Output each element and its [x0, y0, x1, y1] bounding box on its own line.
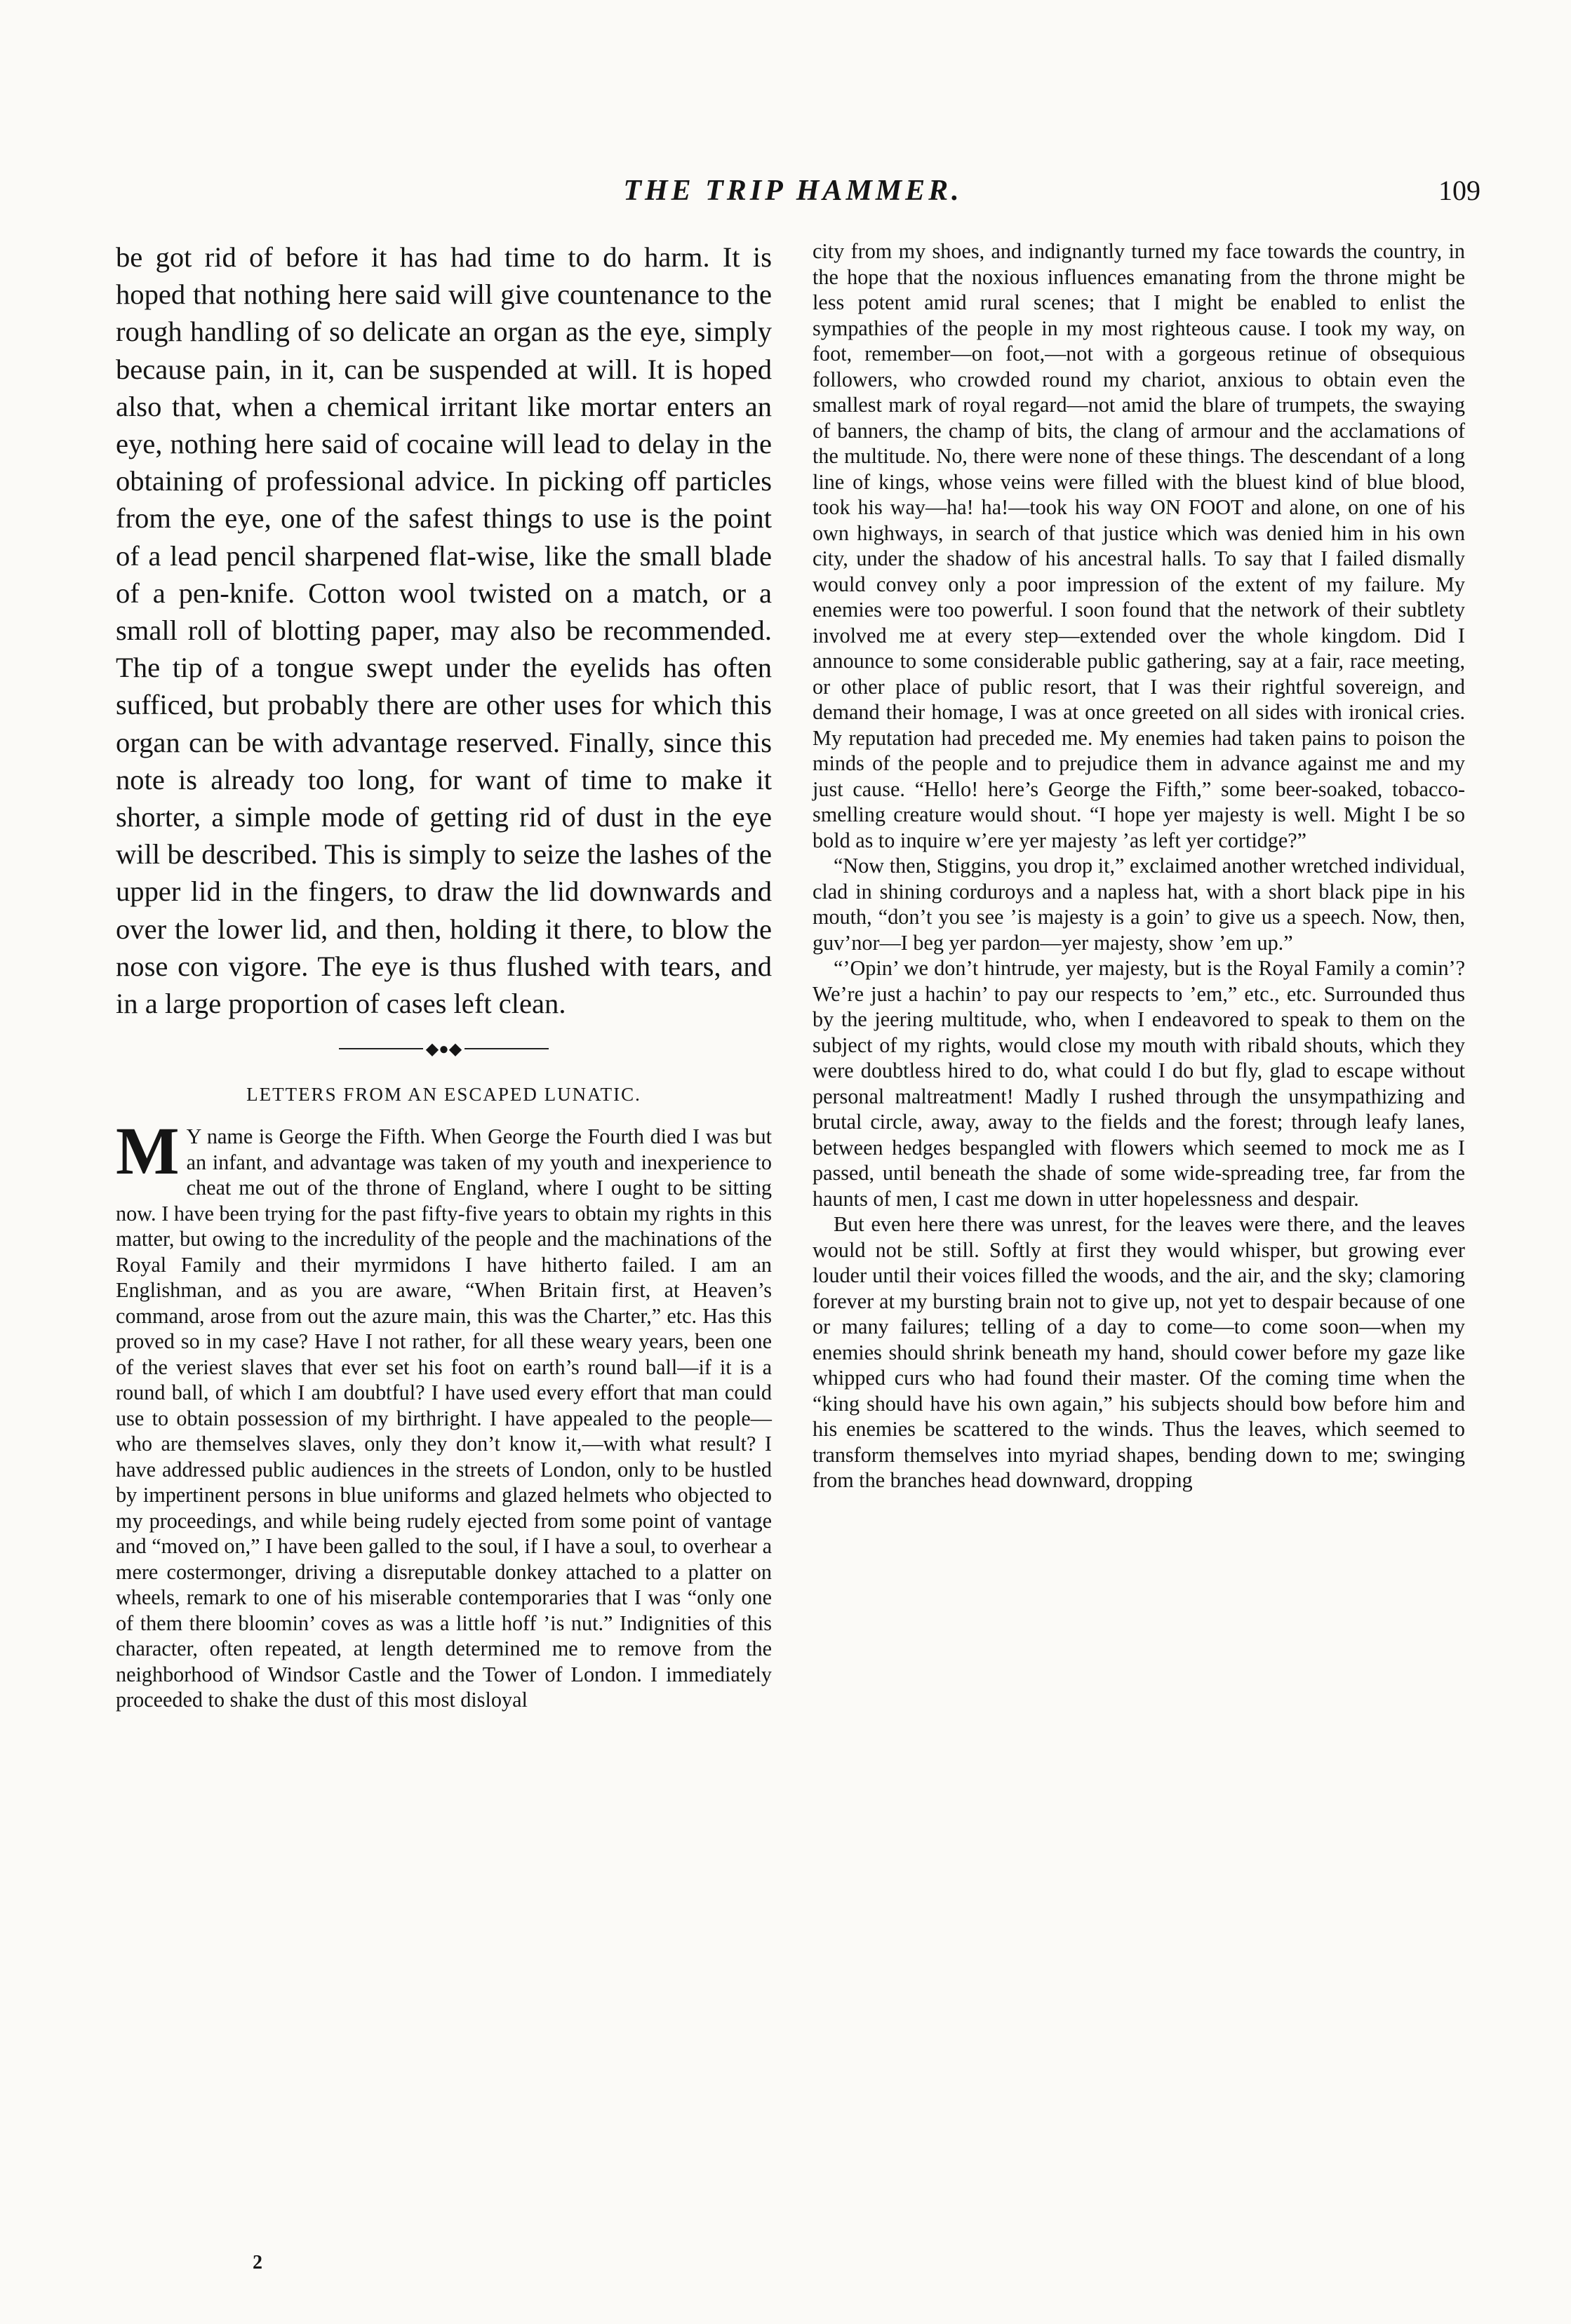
divider-rule-left: [339, 1048, 423, 1049]
left-column: [116, 239, 772, 1713]
drop-cap: M: [116, 1113, 180, 1189]
paragraph: “’Opin’ we don’t hintrude, yer majesty, but is the Royal Family a comin’? We’re just a hachin’ to pay our respects to ’em,” etc., etc. Surrounded thus by the jeering multitude, who, when I endeavored to speak to them on the subject of my rights, would close my mouth with ribald shouts, which they were doubtless hired to do, what could I do but fly, glad to escape without personal maltreatment! Madly I rushed through the unsympathizing and brutal circle, away, away to the fields and the forest; through leafy lanes, between hedges bespangled with flowers which seemed to mock me as I passed, until beneath the shade of some wide-spreading tree, far from the haunts of men, I cast me down in utter hopelessness and despair.: [813, 956, 1465, 1211]
page-number: 109: [1438, 175, 1480, 206]
paragraph: city from my shoes, and indignantly turned my face towards the country, in the hope that the noxious influences emanating from the throne might be less potent amid rural scenes; that I might be enabled to enlist the sympathies of the people in my most righteous cause. I took my way, on foot, remember—on foot,—not with a gorgeous retinue of obsequious followers, who crowded round my chariot, anxious to obtain even the smallest mark of royal regard—not amid the blare of trumpets, the swaying of banners, the champ of bits, the clang of armour and the acclamations of the multitude. No, there were none of these things. The descendant of a long line of kings, whose veins were filled with the bluest kind of blue blood, took his way—ha! ha!—took his way ON FOOT and alone, on one of his own highways, in search of that justice which was denied him in his own city, under the shadow of his ancestral halls. To say that I failed dismally would convey only a poor impression of the extent of my failure. My enemies were too powerful. I soon found that the network of their subtlety involved me at every step—extended over the whole kingdom. Did I announce to some considerable public gathering, say at a fair, race meeting, or other place of public resort, that I was their rightful sovereign, and demand their homage, I was at once greeted on all sides with ironical cries. My reputation had preceded me. My enemies had taken pains to poison the minds of the people and to prejudice them in advance against me and my just cause. “Hello! here’s George the Fifth,” some beer-soaked, tobacco-smelling creature would shout. “I hope yer majesty is well. Might I be so bold as to inquire w’ere yer majesty ’as left yer cortidge?”: [813, 239, 1465, 852]
paragraph: be got rid of before it has had time to do harm. It is hoped that nothing here said will give countenance to the rough handling of so delicate an organ as the eye, simply because pain, in it, can be suspended at will. It is hoped also that, when a chemical irritant like mortar enters an eye, nothing here said of cocaine will lead to delay in the obtaining of professional advice. In picking off particles from the eye, one of the safest things to use is the point of a lead pencil sharpened flat-wise, like the small blade of a pen-knife. Cotton wool twisted on a match, or a small roll of blotting paper, may also be recommended. The tip of a tongue swept under the eyelids has often sufficed, but probably there are other uses for which this organ can be with advantage reserved. Finally, since this note is already too long, for want of time to make it shorter, a simple mode of getting rid of dust in the eye will be described. This is simply to seize the lashes of the upper lid in the fingers, to draw the lid downwards and over the lower lid, and then, holding it there, to blow the nose con vigore. The eye is thus flushed with tears, and in a large proportion of cases left clean.: [116, 241, 772, 1020]
divider-rule-right: [464, 1048, 549, 1049]
right-column: [813, 239, 1465, 1493]
running-title: THE TRIP HAMMER.: [623, 175, 963, 207]
section-heading: LETTERS FROM AN ESCAPED LUNATIC.: [246, 1084, 641, 1106]
page-header: [105, 174, 1480, 216]
letter-body: [116, 1113, 772, 1713]
paragraph: Y name is George the Fifth. When George the Fourth died I was but an infant, and advantage was taken of my youth and inexperience to cheat me out of the throne of England, where I ought to be sitting now. I have been trying for the past fifty-five years to obtain my rights in this matter, but owing to the incredulity of the people and the machinations of the Royal Family and their myrmidons I have hitherto failed. I am an Englishman, and as you are aware, “When Britain first, at Heaven’s command, arose from out the azure main, this was the Charter,” etc. Has this proved so in my case? Have I not rather, for all these weary years, been one of the veriest slaves that ever set his foot on earth’s round ball—if it is a round ball, of which I am doubtful? I have used every effort that man could use to obtain possession of my birthright. I have appealed to the people—who are themselves slaves, only they don’t know it,—with what result? I have addressed public audiences in the streets of London, only to be hustled by impertinent persons in blue uniforms and glazed helmets who objected to my proceedings, and while being rudely ejected from some point of vantage and “moved on,” I have been galled to the soul, if I have a soul, to overhear a mere costermonger, driving a disreputable donkey attached to a platter on wheels, remark to one of his miserable contemporaries that I was “only one of them there bloomin’ coves as was a little hoff ’is nut.” Indignities of this character, often repeated, at length determined me to remove from the neighborhood of Windsor Castle and the Tower of London. I immediately proceeded to shake the dust of this most disloyal: [116, 1124, 772, 1712]
paragraph: “Now then, Stiggins, you drop it,” exclaimed another wretched individual, clad in shining corduroys and a napless hat, with a short black pipe in his mouth, “don’t you see ’is majesty is a goin’ to give us a speech. Now, then, guv’nor—I beg yer pardon—yer majesty, show ’em up.”: [813, 854, 1465, 955]
divider-ornament: ◆●◆: [425, 1040, 462, 1059]
signature-mark: 2: [253, 2252, 262, 2273]
section-divider: [116, 1028, 772, 1070]
paragraph: But even here there was unrest, for the leaves were there, and the leaves would not be still. Softly at first they would whisper, but growing ever louder until their voices filled the woods, and the air, and the sky; clamoring forever at my bursting brain not to give up, not yet to despair because of one or many failures; telling of a day to come—to come soon—when my enemies should shrink beneath my hand, should cower before my gaze like whipped curs who had found their master. Of the coming time when the “king should have his own again,” his subjects should bow before him and his enemies be scattered to the winds. Thus the leaves, which seemed to transform themselves into myriad shapes, bending down to me; swinging from the branches head downward, dropping: [813, 1212, 1465, 1492]
eye-article-conclusion: [116, 239, 772, 1022]
